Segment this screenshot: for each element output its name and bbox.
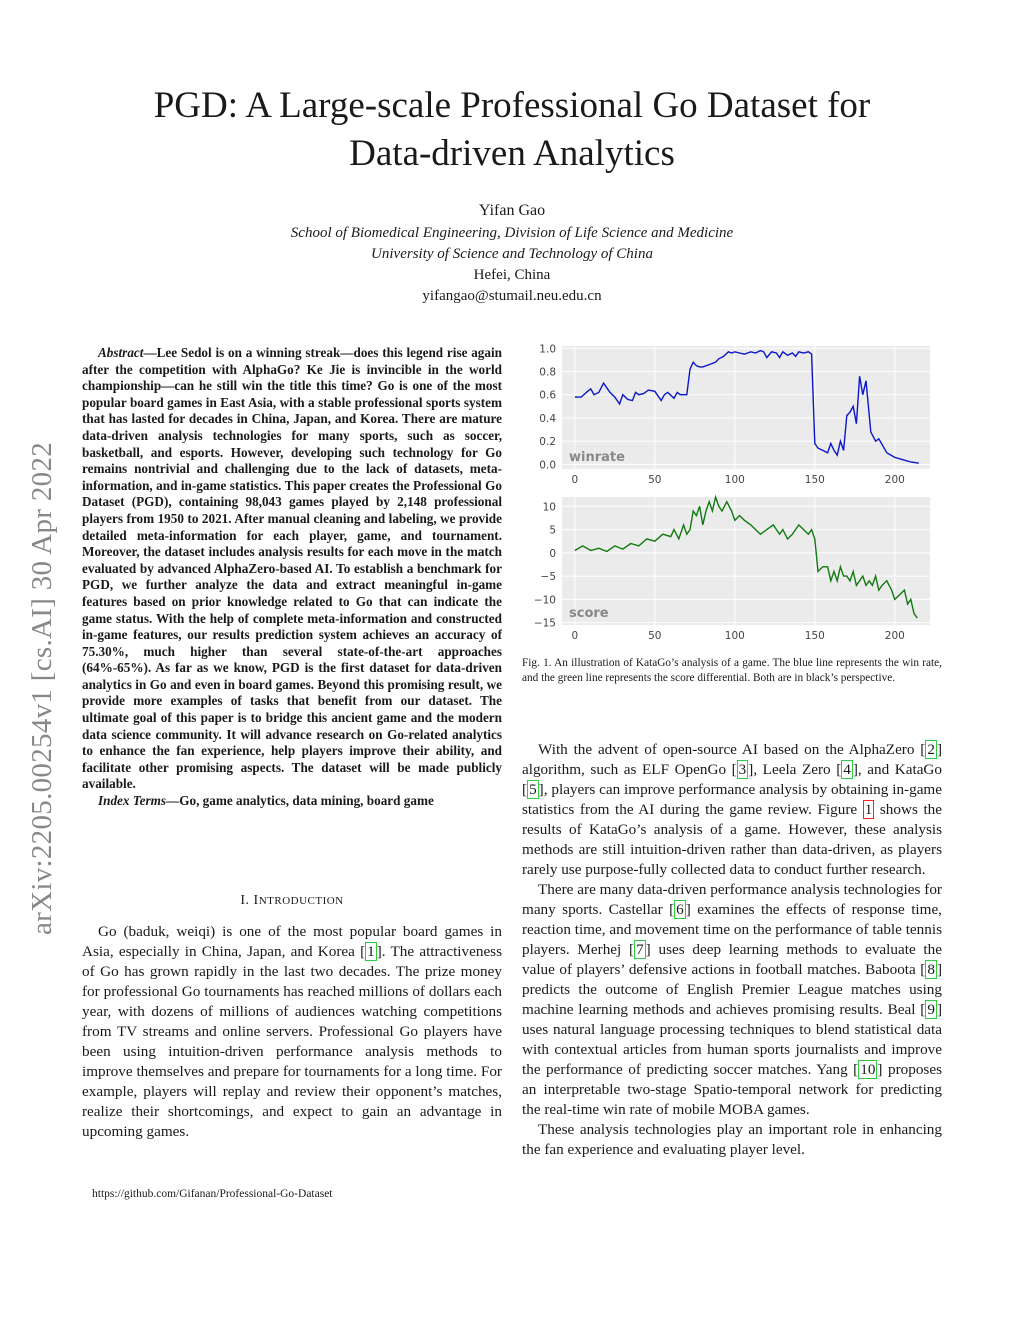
y-tick-label: 5 [549, 524, 556, 537]
affiliation-line-2: University of Science and Technology of China [371, 246, 653, 262]
x-tick-label: 0 [571, 630, 579, 642]
score-label: score [569, 606, 609, 621]
figure-link[interactable]: 1 [864, 801, 873, 818]
footnote-url[interactable]: https://github.com/Gifanan/Professional-Go-Dataset [92, 1188, 333, 1200]
x-tick-label: 100 [724, 474, 745, 486]
paragraph-text: ] examines the effects of response time, reaction time, and movement time on the performance of table tennis players. Merhej [ [522, 901, 942, 958]
title-line-1: PGD: A Large-scale Professional Go Dataset for [153, 85, 871, 126]
y-tick-label: 0 [549, 547, 556, 560]
y-tick-label: −10 [533, 594, 556, 607]
y-tick-label: 1.0 [539, 343, 556, 356]
paragraph-text: ] uses deep learning methods to evaluate the value of players’ defensive actions in football matches. Baboota [ [522, 941, 942, 978]
citation-link[interactable]: 5 [529, 781, 537, 798]
paragraph-text: ] predicts the outcome of English Premier League matches using machine learning methods and achieves promising results. Beal [ [522, 961, 942, 1018]
arxiv-stamp: arXiv:2205.00254v1 [cs.AI] 30 Apr 2022 [26, 441, 58, 935]
y-tick-label: 0.4 [539, 412, 556, 425]
paragraph-text: ], players can improve performance analysis by obtaining in-game statistics from the AI during the game review. Figure [522, 781, 942, 818]
paragraph-text: ] proposes an interpretable two-stage Spatio-temporal network for predicting the real-time win rate of mobile MOBA games. [522, 1061, 942, 1118]
citation-link[interactable]: 6 [676, 901, 684, 918]
right-column-text [522, 740, 942, 1160]
figure-caption: Fig. 1. An illustration of KataGo’s analysis of a game. The blue line represents the win rate, and the green line represents the score differential. Both are in black’s perspective. [522, 657, 942, 684]
figure-1-charts [522, 340, 942, 645]
section-heading-introduction [82, 893, 502, 909]
author-email[interactable]: yifangao@stumail.neu.edu.cn [422, 288, 602, 304]
paragraph-text: ] algorithm, such as ELF OpenGo [ [522, 741, 942, 778]
score-plot-bg [562, 497, 930, 625]
title-line-2: Data-driven Analytics [349, 133, 675, 174]
x-tick-label: 200 [884, 474, 905, 486]
paragraph-text: ], and KataGo [ [522, 761, 942, 798]
citation-link[interactable]: 2 [927, 741, 935, 758]
paragraph-text: There are many data-driven performance analysis technologies for many sports. Castellar [ [522, 881, 942, 918]
abstract-label: Abstract [98, 345, 144, 360]
x-tick-label: 50 [648, 474, 662, 486]
right-paragraph-2 [522, 880, 942, 1120]
y-tick-label: −5 [540, 571, 556, 584]
winrate-label: winrate [569, 450, 625, 465]
right-paragraph-3: These analysis technologies play an important role in enhancing the fan experience and evaluating player level. [522, 1121, 942, 1158]
paragraph-text: With the advent of open-source AI based on the AlphaZero [ [538, 741, 926, 758]
x-tick-label: 50 [648, 630, 662, 642]
intro-text-b: ]. The attractiveness of Go has grown rapidly in the last two decades. The prize money for professional Go tournaments has reached millions of dollars each year, with dozens of millions of audiences watching competitions from TV streams and online servers. Professional Go players have been using intuition-driven performance analysis methods to improve themselves and prepare for tournaments for a long time. For example, players will replay and review their opponent’s matches, realize their shortcomings, and expect to gain an advantage in upcoming games. [82, 943, 503, 1140]
y-tick-label: 0.8 [539, 366, 556, 379]
abstract-text: —Lee Sedol is on a winning streak—does this legend rise again after the competition with AlphaGo? Ke Jie is invincible in the world championship—can he still win the title this time? Go is one of the most popular board games in East Asia, with a stable professional sports system that has lasted for decades in China, Japan, and Korea. There are mature data-driven analysis technologies for many sports, such as soccer, basketball, and esports. However, developing such technology for Go remains nontrivial and challenging due to the lack of datasets, meta-information, and in-game statistics. This paper creates the Professional Go Dataset (PGD), containing 98,043 games played by 2,148 professional players from 1950 to 2021. After manual cleaning and labeling, we provide detailed meta-information for each player, game, and tournament. Moreover, the dataset includes analysis results for each move in the match evaluated by advanced AlphaZero-based AI. To establish a benchmark for PGD, we further analyze the data and extract meaningful in-game features based on prior knowledge related to Go that can indicate the game status. With the help of complete meta-information and constructed in-game features, our results prediction system achieves an accuracy of 75.30%, much higher than several state-of-the-art approaches (64%-65%). As far as we know, PGD is the first dataset for data-driven analytics in Go and even in board games. Beyond this promising result, we provide more examples of tasks that benefit from our dataset. The ultimate goal of this paper is to bridge this ancient game and the modern data science community. It will advance research on Go-related analytics to enhance the fan experience, help players improve their ability, and facilitate other promising aspects. The dataset will be made publicly available. [82, 345, 502, 792]
index-terms-text: —Go, game analytics, data mining, board game [166, 793, 434, 809]
citation-link[interactable]: 1 [367, 943, 375, 960]
affiliation-location: Hefei, China [473, 267, 551, 283]
x-tick-label: 150 [804, 630, 825, 642]
x-tick-label: 0 [571, 474, 579, 486]
paragraph-text: shows the results of KataGo’s analysis of a game. However, these analysis methods are still intuition-driven rather than data-driven, as players rarely use purpose-fully collected data to conduct further research. [522, 801, 943, 878]
y-tick-label: 10 [542, 501, 556, 514]
paragraph-text: ], Leela Zero [ [748, 761, 842, 778]
heading-rest: NTRODUCTION [258, 895, 344, 907]
y-tick-label: 0.0 [539, 459, 556, 472]
y-tick-label: −15 [533, 617, 556, 630]
intro-paragraph [82, 922, 502, 1142]
citation-link[interactable]: 3 [738, 761, 747, 778]
x-tick-label: 200 [884, 630, 905, 642]
y-tick-label: 0.2 [539, 436, 556, 449]
author-name: Yifan Gao [478, 202, 546, 219]
citation-link[interactable]: 10 [860, 1061, 876, 1078]
paper-title [0, 82, 1024, 178]
right-paragraph-1 [522, 740, 942, 880]
citation-link[interactable]: 8 [927, 961, 935, 978]
x-tick-label: 150 [804, 474, 825, 486]
citation-link[interactable]: 7 [636, 941, 644, 958]
intro-text-a: Go (baduk, weiqi) is one of the most popular board games in Asia, especially in China, Japan, and Korea [ [82, 923, 502, 960]
citation-link[interactable]: 4 [843, 761, 851, 778]
affiliation-line-1: School of Biomedical Engineering, Division of Life Science and Medicine [290, 225, 734, 241]
y-tick-label: 0.6 [539, 389, 556, 402]
heading-cap: I [253, 893, 259, 908]
x-tick-label: 100 [724, 630, 745, 642]
citation-link[interactable]: 9 [927, 1001, 935, 1018]
paragraph-text: ] uses natural language processing techniques to blend statistical data with contextual articles from human sports journalists and improve the performance of predicting soccer matches. Yang [ [522, 1001, 942, 1078]
index-terms-label: Index Terms [98, 793, 167, 809]
heading-number: I. [240, 893, 254, 908]
abstract [82, 345, 502, 810]
